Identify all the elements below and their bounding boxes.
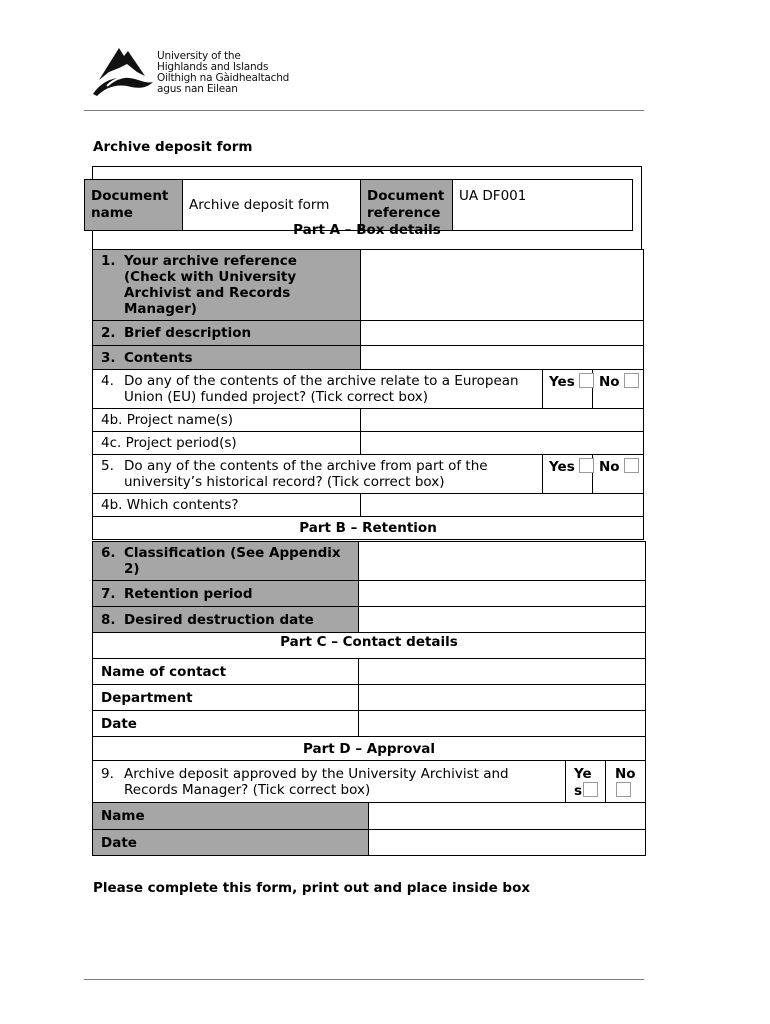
approver-name-label: Name <box>93 803 369 830</box>
q2-input[interactable] <box>361 321 644 346</box>
q4-no-checkbox[interactable] <box>624 373 639 388</box>
mountain-logo-icon <box>93 42 157 98</box>
footer-divider <box>84 979 644 980</box>
q5-no-checkbox[interactable] <box>624 458 639 473</box>
contact-date-label: Date <box>93 711 359 737</box>
header-divider <box>84 110 644 111</box>
q2-label: 2. Brief description <box>93 321 361 346</box>
doc-ref-label: Document reference <box>361 180 453 231</box>
q9-no-checkbox[interactable] <box>616 782 631 797</box>
approval-date-label: Date <box>93 830 369 856</box>
q9-no[interactable]: No <box>606 761 646 803</box>
q9-label: 9. Archive deposit approved by the University Archivist and Records Manager? (Tick correct box) <box>93 761 566 803</box>
part-d-table <box>92 760 646 856</box>
logo-line-3: Oilthigh na Gàidhealtachd <box>157 72 290 84</box>
q1-input[interactable] <box>361 250 644 321</box>
logo-line-4: agus nan Eilean <box>157 83 238 95</box>
part-c-title: Part C – Contact details <box>93 633 646 659</box>
part-b-title: Part B – Retention <box>93 517 644 540</box>
q5-yes-checkbox[interactable] <box>579 458 594 473</box>
q4-yes-checkbox[interactable] <box>579 373 594 388</box>
q7-label: 7. Retention period <box>93 581 359 607</box>
q9-yes[interactable]: Ye s <box>566 761 606 803</box>
q9-yes-checkbox[interactable] <box>583 782 598 797</box>
doc-ref-value: UA DF001 <box>453 180 633 231</box>
q8-number: 8. <box>101 611 116 628</box>
q5-number: 5. <box>101 458 114 474</box>
logo-line-1: University of the <box>157 50 241 62</box>
q8-input[interactable] <box>359 607 646 633</box>
q1-label: 1. Your archive reference (Check with University Archivist and Records Manager) <box>93 250 361 321</box>
part-d-title: Part D – Approval <box>93 737 646 761</box>
approval-date-input[interactable] <box>369 830 646 856</box>
q4-label: 4. Do any of the contents of the archive relate to a European Union (EU) funded project? (Tick correct box) <box>93 370 543 409</box>
part-b-table <box>92 541 646 761</box>
q7-input[interactable] <box>359 581 646 607</box>
q5-yes[interactable]: Yes <box>543 455 593 494</box>
q5b-label: 4b. Which contents? <box>93 494 361 517</box>
q4b-label: 4b. Project name(s) <box>93 409 361 432</box>
q1-number: 1. <box>101 253 116 269</box>
part-a-table <box>92 249 644 540</box>
contact-name-label: Name of contact <box>93 659 359 685</box>
q6-label: 6. Classification (See Appendix 2) <box>93 542 359 581</box>
q5-no[interactable]: No <box>593 455 644 494</box>
q4-yes[interactable]: Yes <box>543 370 593 409</box>
logo-line-2: Highlands and Islands <box>157 61 269 73</box>
contact-name-input[interactable] <box>359 659 646 685</box>
q8-label: 8. Desired destruction date <box>93 607 359 633</box>
doc-name-label: Document name <box>85 180 183 231</box>
q3-number: 3. <box>101 349 116 366</box>
q5b-input[interactable] <box>361 494 644 517</box>
q7-number: 7. <box>101 585 116 602</box>
form-title: Archive deposit form <box>93 139 253 155</box>
contact-date-input[interactable] <box>359 711 646 737</box>
q9-number: 9. <box>101 766 114 782</box>
q4c-label: 4c. Project period(s) <box>93 432 361 455</box>
q4c-input[interactable] <box>361 432 644 455</box>
university-logo <box>93 42 293 100</box>
q3-label: 3. Contents <box>93 346 361 370</box>
q5-label: 5. Do any of the contents of the archive from part of the university’s historical record? (Tick correct box) <box>93 455 543 494</box>
q4-no[interactable]: No <box>593 370 644 409</box>
q4b-input[interactable] <box>361 409 644 432</box>
q6-input[interactable] <box>359 542 646 581</box>
part-a-title: Part A – Box details <box>293 222 441 238</box>
department-label: Department <box>93 685 359 711</box>
footer-instruction: Please complete this form, print out and place inside box <box>93 880 531 896</box>
q4-number: 4. <box>101 373 114 389</box>
doc-name-value: Archive deposit form <box>183 180 361 231</box>
q6-number: 6. <box>101 545 116 561</box>
approver-name-input[interactable] <box>369 803 646 830</box>
department-input[interactable] <box>359 685 646 711</box>
q2-number: 2. <box>101 325 116 341</box>
q3-input[interactable] <box>361 346 644 370</box>
